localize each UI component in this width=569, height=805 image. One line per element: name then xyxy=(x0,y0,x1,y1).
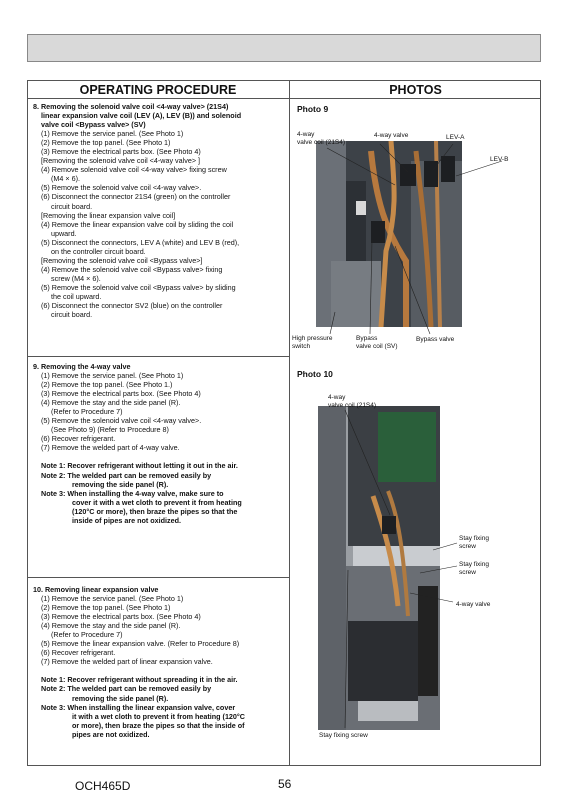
label-lev-b: LEV-B xyxy=(490,156,509,163)
label-stay-fixing-screw-1 xyxy=(459,535,489,550)
step-list xyxy=(33,371,289,452)
model-number: OCH465D xyxy=(75,779,131,793)
note-list xyxy=(33,461,289,524)
photo-10-leader-lines xyxy=(290,360,541,765)
note-line: Note 2: The welded part can be removed easily by xyxy=(41,684,212,694)
step-line: (2) Remove the top panel. (See Photo 1) xyxy=(41,138,171,148)
label-4way-coil-photo9 xyxy=(297,131,345,146)
step-line: (5) Remove the solenoid valve coil <4-way valve>. xyxy=(41,416,202,426)
procedure-section-9 xyxy=(33,362,289,525)
step-line: circuit board. xyxy=(51,201,93,211)
note-line: Note 3: When installing the linear expansion valve, cover xyxy=(41,702,236,712)
label-line: High pressure xyxy=(292,335,333,342)
step-line: (5) Remove the linear expansion valve. (Refer to Procedure 8) xyxy=(41,639,240,649)
step-line: (3) Remove the electrical parts box. (See Photo 4) xyxy=(41,389,201,399)
label-4way-valve-photo9: 4-way valve xyxy=(374,132,409,139)
label-line: valve coil (SV) xyxy=(356,342,398,350)
note-line: Note 1: Recover refrigerant without spreading it in the air. xyxy=(41,675,238,685)
step-line: [Removing the solenoid valve coil <4-way valve> ] xyxy=(41,156,201,166)
label-line: Stay fixing xyxy=(459,535,489,542)
step-line: (2) Remove the top panel. (See Photo 1) xyxy=(41,603,171,613)
step-line: (5) Disconnect the connectors, LEV A (white) and LEV B (red), xyxy=(41,237,240,247)
note-line: inside of pipes are not oxidized. xyxy=(72,515,182,525)
section-title: valve coil <Bypass valve> (SV) xyxy=(41,120,146,130)
label-bypass-coil xyxy=(356,335,398,350)
section-title: 10. Removing linear expansion valve xyxy=(33,585,159,594)
step-line: (4) Remove the stay and the side panel (R). xyxy=(41,398,181,408)
step-line: (4) Remove the stay and the side panel (R). xyxy=(41,621,181,631)
step-line: (7) Remove the welded part of linear expansion valve. xyxy=(41,657,213,667)
note-line: Note 1: Recover refrigerant without letting it out in the air. xyxy=(41,461,238,471)
step-line: (4) Remove solenoid valve coil <4-way valve> fixing screw xyxy=(41,165,227,175)
step-line: on the controller circuit board. xyxy=(51,246,146,256)
step-line: (7) Remove the welded part of 4-way valve. xyxy=(41,443,180,453)
step-line: (4) Remove the linear expansion valve coil by sliding the coil xyxy=(41,219,234,229)
label-stay-fixing-screw-2 xyxy=(459,561,489,576)
header-divider xyxy=(27,98,541,99)
page-number: 56 xyxy=(278,777,292,791)
label-line: screw xyxy=(459,568,476,576)
step-line: (6) Disconnect the connector SV2 (blue) on the controller xyxy=(41,301,223,311)
step-line: [Removing the solenoid valve coil <Bypass valve>] xyxy=(41,255,203,265)
photo-9-title: Photo 9 xyxy=(297,104,329,114)
section-title: 8. Removing the solenoid valve coil <4-way valve> (21S4) xyxy=(33,102,229,111)
label-line: 4-way xyxy=(297,131,315,138)
note-line: Note 3: When installing the 4-way valve, make sure to xyxy=(41,488,224,498)
step-line: (1) Remove the service panel. (See Photo 1) xyxy=(41,594,184,604)
procedure-section-8 xyxy=(33,102,289,319)
photos-heading: PHOTOS xyxy=(389,83,442,97)
label-line: switch xyxy=(292,342,311,350)
label-stay-fixing-screw-3: Stay fixing screw xyxy=(319,732,368,739)
note-line: removing the side panel (R). xyxy=(72,479,169,489)
procedure-section-10 xyxy=(33,585,289,739)
section-divider-9-10 xyxy=(27,577,290,578)
section-title: linear expansion valve coil (LEV (A), LEV (B)) and solenoid xyxy=(41,111,242,121)
step-line: upward. xyxy=(51,228,77,238)
step-line: (5) Remove the solenoid valve coil <Bypass valve> by sliding xyxy=(41,282,236,292)
note-list xyxy=(33,675,289,738)
step-line: (See Photo 9) (Refer to Procedure 8) xyxy=(51,425,169,435)
step-line: (6) Recover refrigerant. xyxy=(41,434,116,444)
note-line: cover it with a wet cloth to prevent it from heating xyxy=(72,497,242,507)
label-line: valve coil (21S4) xyxy=(297,138,346,146)
section-divider-8-9 xyxy=(27,356,290,357)
step-line: circuit board. xyxy=(51,310,93,320)
label-line: 4-way xyxy=(328,394,346,401)
step-line: the coil upward. xyxy=(51,291,102,301)
label-high-pressure-switch xyxy=(292,335,332,350)
step-line: (3) Remove the electrical parts box. (See Photo 4) xyxy=(41,612,201,622)
step-line: (6) Recover refrigerant. xyxy=(41,648,116,658)
note-line: Note 2: The welded part can be removed easily by xyxy=(41,470,212,480)
note-line: (120°C or more), then braze the pipes so that the xyxy=(72,506,238,516)
label-bypass-valve: Bypass valve xyxy=(416,336,455,343)
label-lev-a: LEV-A xyxy=(446,134,465,141)
note-line: or more), then braze the pipes so that the inside of xyxy=(72,720,245,730)
step-line: (4) Remove the solenoid valve coil <Bypass valve> fixing xyxy=(41,264,223,274)
step-line: (6) Disconnect the connector 21S4 (green) on the controller xyxy=(41,192,231,202)
step-line: (2) Remove the top panel. (See Photo 1.) xyxy=(41,380,173,390)
step-line: (Refer to Procedure 7) xyxy=(51,407,123,417)
top-banner xyxy=(27,34,541,62)
step-line: [Removing the linear expansion valve coil] xyxy=(41,210,176,220)
label-line: screw xyxy=(459,542,476,550)
step-line: (Refer to Procedure 7) xyxy=(51,630,123,640)
note-line: removing the side panel (R). xyxy=(72,693,169,703)
label-4way-valve-photo10: 4-way valve xyxy=(456,601,491,608)
photo-10-title: Photo 10 xyxy=(297,369,333,379)
step-list xyxy=(33,129,289,319)
operating-procedure-heading: OPERATING PROCEDURE xyxy=(79,83,237,97)
label-4way-coil-photo10 xyxy=(328,394,376,409)
label-line: Bypass xyxy=(356,335,378,342)
step-line: (3) Remove the electrical parts box. (See Photo 4) xyxy=(41,147,201,157)
step-line: (5) Remove the solenoid valve coil <4-way valve>. xyxy=(41,183,202,193)
label-line: Stay fixing xyxy=(459,561,489,568)
step-line: (1) Remove the service panel. (See Photo 1) xyxy=(41,129,184,139)
step-line: (1) Remove the service panel. (See Photo 1) xyxy=(41,371,184,381)
label-line: valve coil (21S4) xyxy=(328,401,377,409)
step-line: (M4 × 6). xyxy=(51,174,80,184)
step-list xyxy=(33,594,289,666)
note-line: pipes are not oxidized. xyxy=(72,729,150,739)
note-line: it with a wet cloth to prevent it from heating (120°C xyxy=(72,711,245,721)
step-line: screw (M4 × 6). xyxy=(51,273,101,283)
section-title: 9. Removing the 4-way valve xyxy=(33,362,131,371)
